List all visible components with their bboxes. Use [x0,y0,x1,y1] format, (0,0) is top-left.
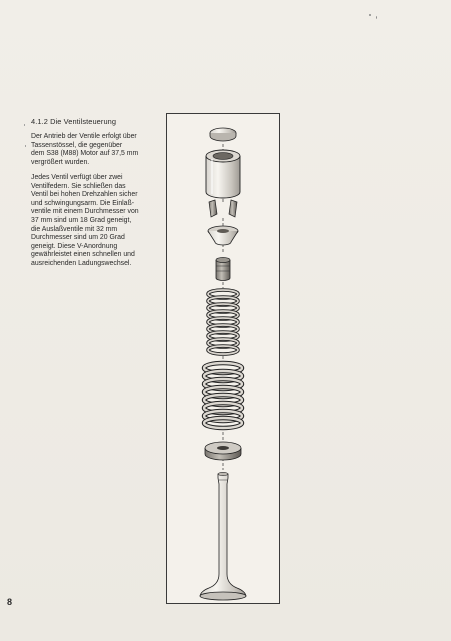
text-line: Der Antrieb der Ventile erfolgt über [31,133,137,140]
text-line: dem S38 (M88) Motor auf 37,5 mm [31,150,139,158]
text-line: und schwingungsarm. Die Einlaß- [31,199,135,207]
text-line: die Auslaßventile mit 32 mm [31,225,118,233]
inner-valve-spring [208,290,238,354]
paper-speck [369,14,371,16]
valve-stem-seal [216,258,230,281]
bucket-tappet [206,150,240,198]
valve [200,472,246,600]
text-line: geneigt. Diese V-Anordnung [31,242,118,250]
upper-spring-retainer [208,226,238,245]
paragraph-springs [31,174,155,269]
paper-speck [25,145,26,147]
text-line: 37 mm sind um 18 Grad geneigt, [31,216,132,224]
text-line: Jedes Ventil verfügt über zwei [31,174,123,181]
paper-speck [24,124,25,126]
paragraph-tappets [31,133,155,167]
text-line: ventile mit einem Durchmesser von [31,208,139,216]
text-line: Tassenstössel, die gegenüber [31,141,123,149]
page-number: 8 [7,597,13,607]
text-line: Durchmesser sind um 20 Grad [31,234,125,242]
text-line: gewährleistet einen schnellen und [31,251,135,259]
text-line: Ventilfedern. Sie schließen das [31,182,126,190]
valve-train-exploded-view [166,113,280,604]
section-heading: 4.1.2 Die Ventilsteuerung [31,117,117,126]
valve-train-illustration [167,114,279,603]
valve-keepers [209,200,237,217]
text-line: ausreichenden Ladungswechsel. [31,259,132,267]
shim [210,128,236,141]
text-line: Ventil bei hohen Drehzahlen sicher [31,191,138,199]
outer-valve-spring [204,363,242,428]
lower-spring-seat [205,442,241,460]
text-line: vergrößert wurden. [31,158,90,166]
paper-speck [376,16,377,19]
